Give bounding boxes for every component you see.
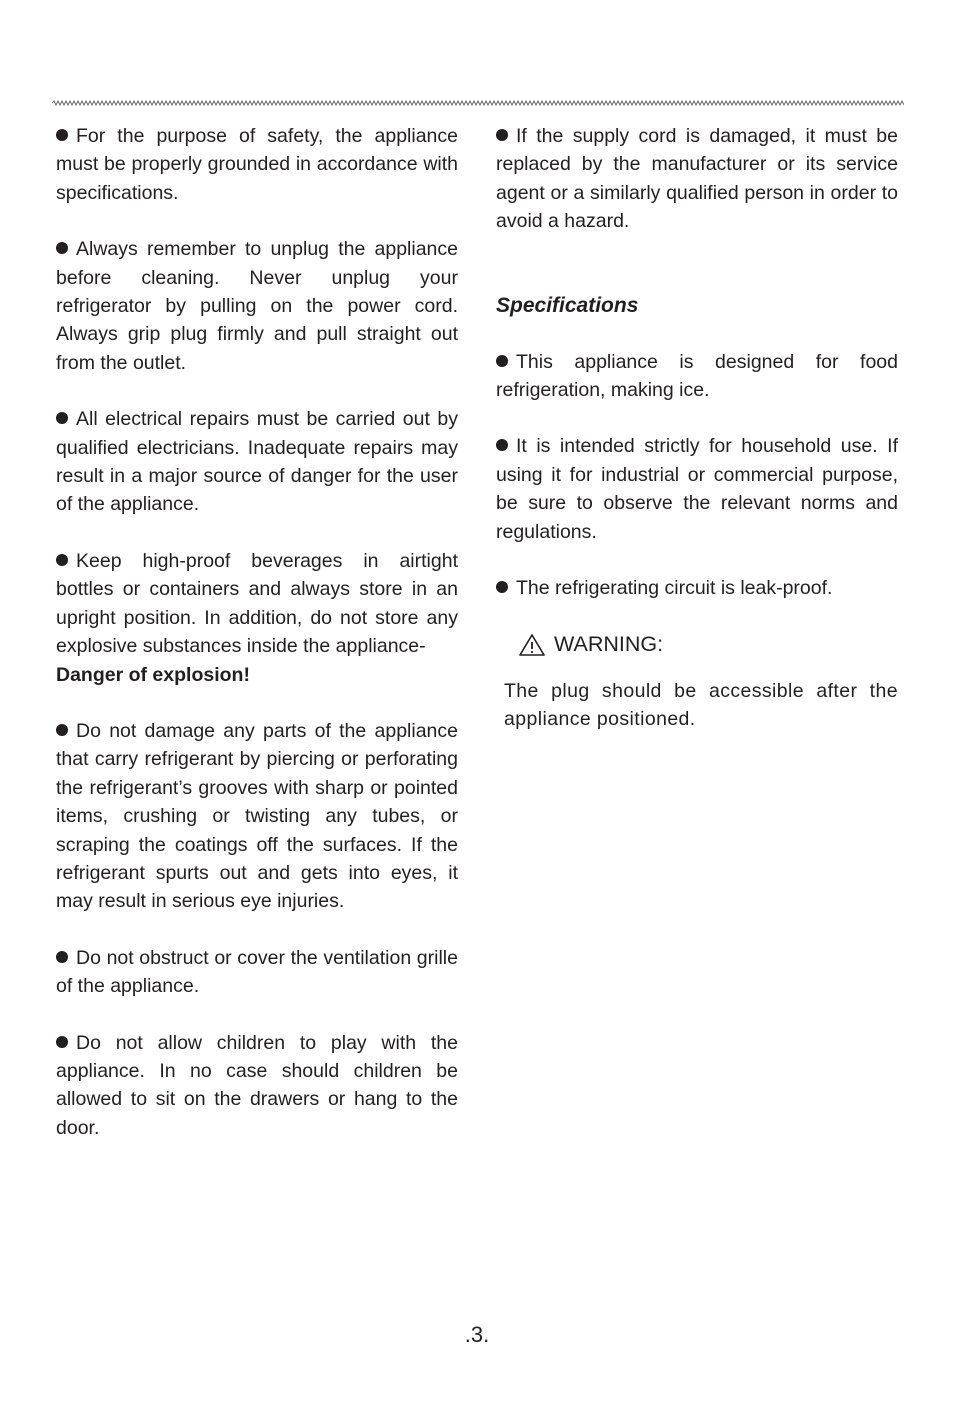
safety-item: For the purpose of safety, the appliance must be properly grounded in accordance with specifications.: [56, 125, 458, 204]
safety-item: Do not obstruct or cover the ventilation grille of the appliance.: [56, 946, 458, 998]
safety-item: All electrical repairs must be carried out by qualified electricians. Inadequate repairs may result in a major source of danger for the user of the appliance.: [56, 408, 458, 516]
warning-text: The plug should be accessible after the appliance positioned.: [504, 679, 898, 731]
safety-item: Do not allow children to play with the appliance. In no case should children be allowed to sit on the drawers or hang to the door.: [56, 1031, 458, 1139]
bullet-icon: [56, 951, 68, 963]
safety-item: Do not damage any parts of the appliance that carry refrigerant by piercing or perforating the refrigerant’s grooves with sharp or pointed items, crushing or twisting any tubes, or scraping the coatings off the surfaces. If the refrigerant spurts out and gets into eyes, it may result in serious eye injuries.: [56, 719, 458, 913]
supply-cord-item: If the supply cord is damaged, it must be replaced by the manufacturer or its service agent or a similarly qualified person in order to avoid a hazard.: [496, 125, 898, 233]
section-heading: Specifications: [496, 293, 639, 317]
bullet-icon: [56, 1036, 68, 1048]
bullet-icon: [56, 129, 68, 141]
warning-label: WARNING:: [554, 632, 664, 657]
safety-item: Always remember to unplug the appliance before cleaning. Never unplug your refrigerator by pulling on the power cord. Always grip plug firmly and pull straight out from the outlet.: [56, 238, 458, 374]
bullet-icon: [496, 439, 508, 451]
decorative-divider: [52, 96, 904, 110]
left-column: [56, 122, 458, 1142]
warning-header: [518, 632, 898, 657]
bullet-icon: [56, 554, 68, 566]
spec-item: The refrigerating circuit is leak-proof.: [496, 574, 898, 602]
safety-item: Keep high-proof beverages in airtight bottles or containers and always store in an upright position. In addition, do not store any explosive substances inside the appliance- Danger of explosion!: [56, 547, 458, 689]
page-number: .3.: [464, 1322, 490, 1347]
bullet-icon: [56, 724, 68, 736]
bullet-icon: [496, 129, 508, 141]
right-column: [496, 122, 898, 753]
danger-warning: Danger of explosion!: [56, 663, 250, 686]
spec-item: This appliance is designed for food refrigeration, making ice.: [496, 350, 898, 402]
bullet-icon: [56, 412, 68, 424]
bullet-icon: [56, 242, 68, 254]
bullet-icon: [496, 581, 508, 593]
bullet-icon: [496, 355, 508, 367]
spec-item: It is intended strictly for household use. If using it for industrial or commercial purpose, be sure to observe the relevant norms and regulations.: [496, 435, 898, 543]
warning-icon: [518, 633, 546, 657]
